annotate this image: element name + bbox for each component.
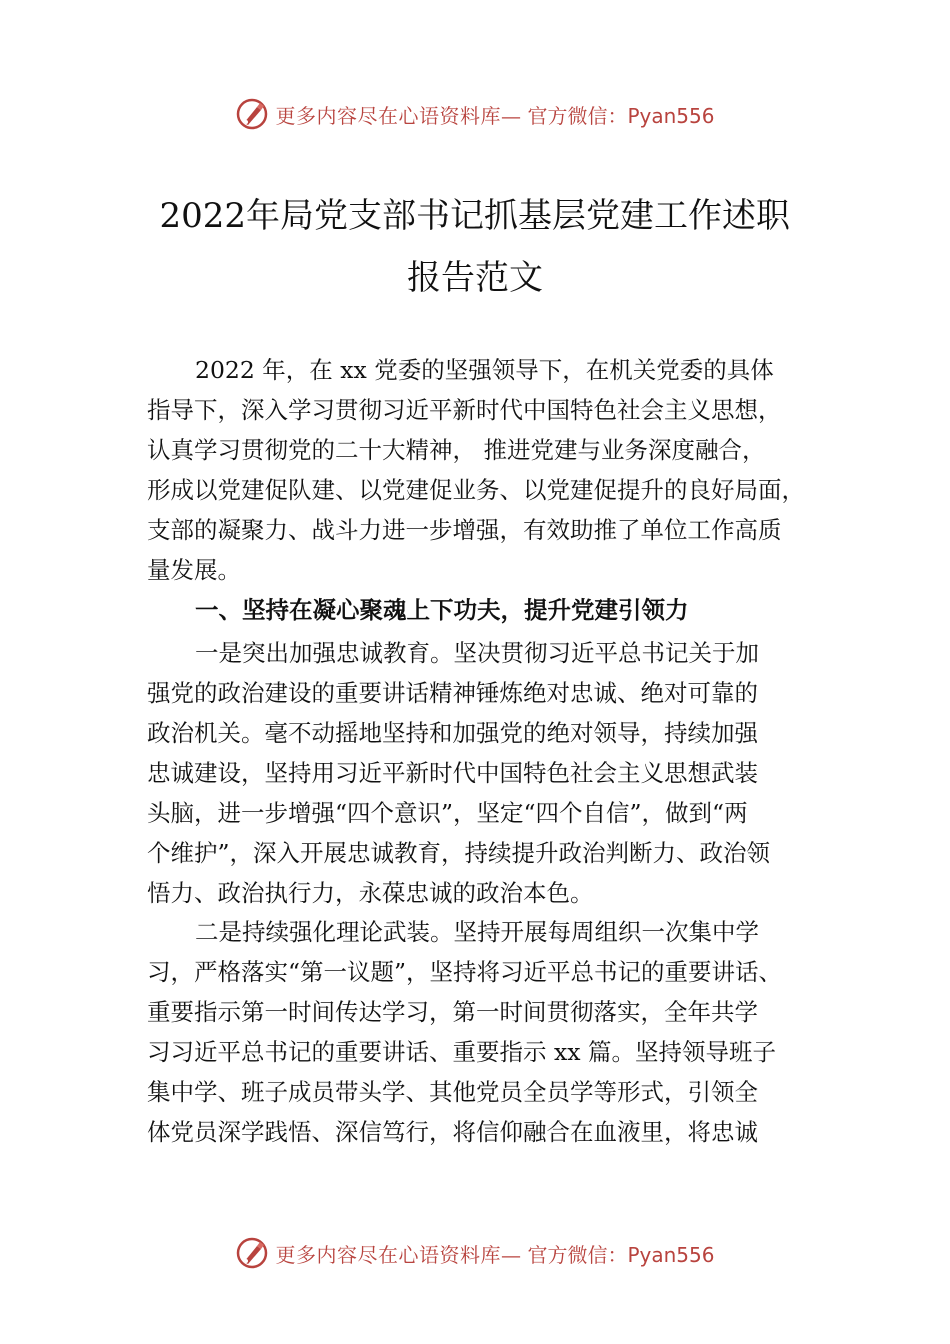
fountain-pen-seal-icon <box>235 1236 269 1270</box>
paragraph-2-line: 习，严格落实“第一议题”，坚持将习近平总书记的重要讲话、 <box>147 958 783 986</box>
footer-watermark <box>0 1233 950 1273</box>
paragraph-2-line: 重要指示第一时间传达学习，第一时间贯彻落实，全年共学 <box>147 998 758 1026</box>
watermark-contact: 官方微信：Pyan556 <box>527 103 715 128</box>
fountain-pen-seal-icon <box>235 97 269 131</box>
intro-line: 支部的凝聚力、战斗力进一步增强，有效助推了单位工作高质 <box>147 516 782 544</box>
paragraph-1-line: 个维护”，深入开展忠诚教育，持续提升政治判断力、政治领 <box>147 839 771 867</box>
watermark-text: 更多内容尽在心语资料库— <box>275 1242 522 1267</box>
intro-line: 指导下，深入学习贯彻习近平新时代中国特色社会主义思想， <box>147 396 782 424</box>
section-heading-1: 一、坚持在凝心聚魂上下功夫，提升党建引领力 <box>195 596 689 624</box>
intro-line: 量发展。 <box>147 556 241 584</box>
watermark-contact: 官方微信：Pyan556 <box>527 1242 715 1267</box>
paragraph-2-line: 体党员深学践悟、深信笃行，将信仰融合在血液里，将忠诚 <box>147 1118 758 1146</box>
paragraph-1-line: 政治机关。毫不动摇地坚持和加强党的绝对领导，持续加强 <box>147 719 758 747</box>
document-title-line-2: 报告范文 <box>407 258 543 298</box>
watermark-text: 更多内容尽在心语资料库— <box>275 103 522 128</box>
document-title-line-1: 2022年局党支部书记抓基层党建工作述职 <box>159 196 791 236</box>
intro-line: 认真学习贯彻党的二十大精神， 推进党建与业务深度融合， <box>147 436 766 464</box>
paragraph-1-line: 一是突出加强忠诚教育。坚决贯彻习近平总书记关于加 <box>195 639 759 667</box>
header-watermark <box>0 94 950 134</box>
paragraph-2-line: 集中学、班子成员带头学、其他党员全员学等形式，引领全 <box>147 1078 758 1106</box>
paragraph-1-line: 悟力、政治执行力，永葆忠诚的政治本色。 <box>147 879 594 907</box>
paragraph-1-line: 忠诚建设，坚持用习近平新时代中国特色社会主义思想武装 <box>147 759 758 787</box>
paragraph-1-line: 强党的政治建设的重要讲话精神锤炼绝对忠诚、绝对可靠的 <box>147 679 758 707</box>
intro-line: 2022 年，在 xx 党委的坚强领导下，在机关党委的具体 <box>195 356 774 384</box>
paragraph-2-line: 二是持续强化理论武装。坚持开展每周组织一次集中学 <box>195 918 759 946</box>
paragraph-2-line: 习习近平总书记的重要讲话、重要指示 xx 篇。坚持领导班子 <box>147 1038 776 1066</box>
paragraph-1-line: 头脑，进一步增强“四个意识”，坚定“四个自信”，做到“两 <box>147 799 748 827</box>
intro-line: 形成以党建促队建、以党建促业务、以党建促提升的良好局面， <box>147 476 805 504</box>
